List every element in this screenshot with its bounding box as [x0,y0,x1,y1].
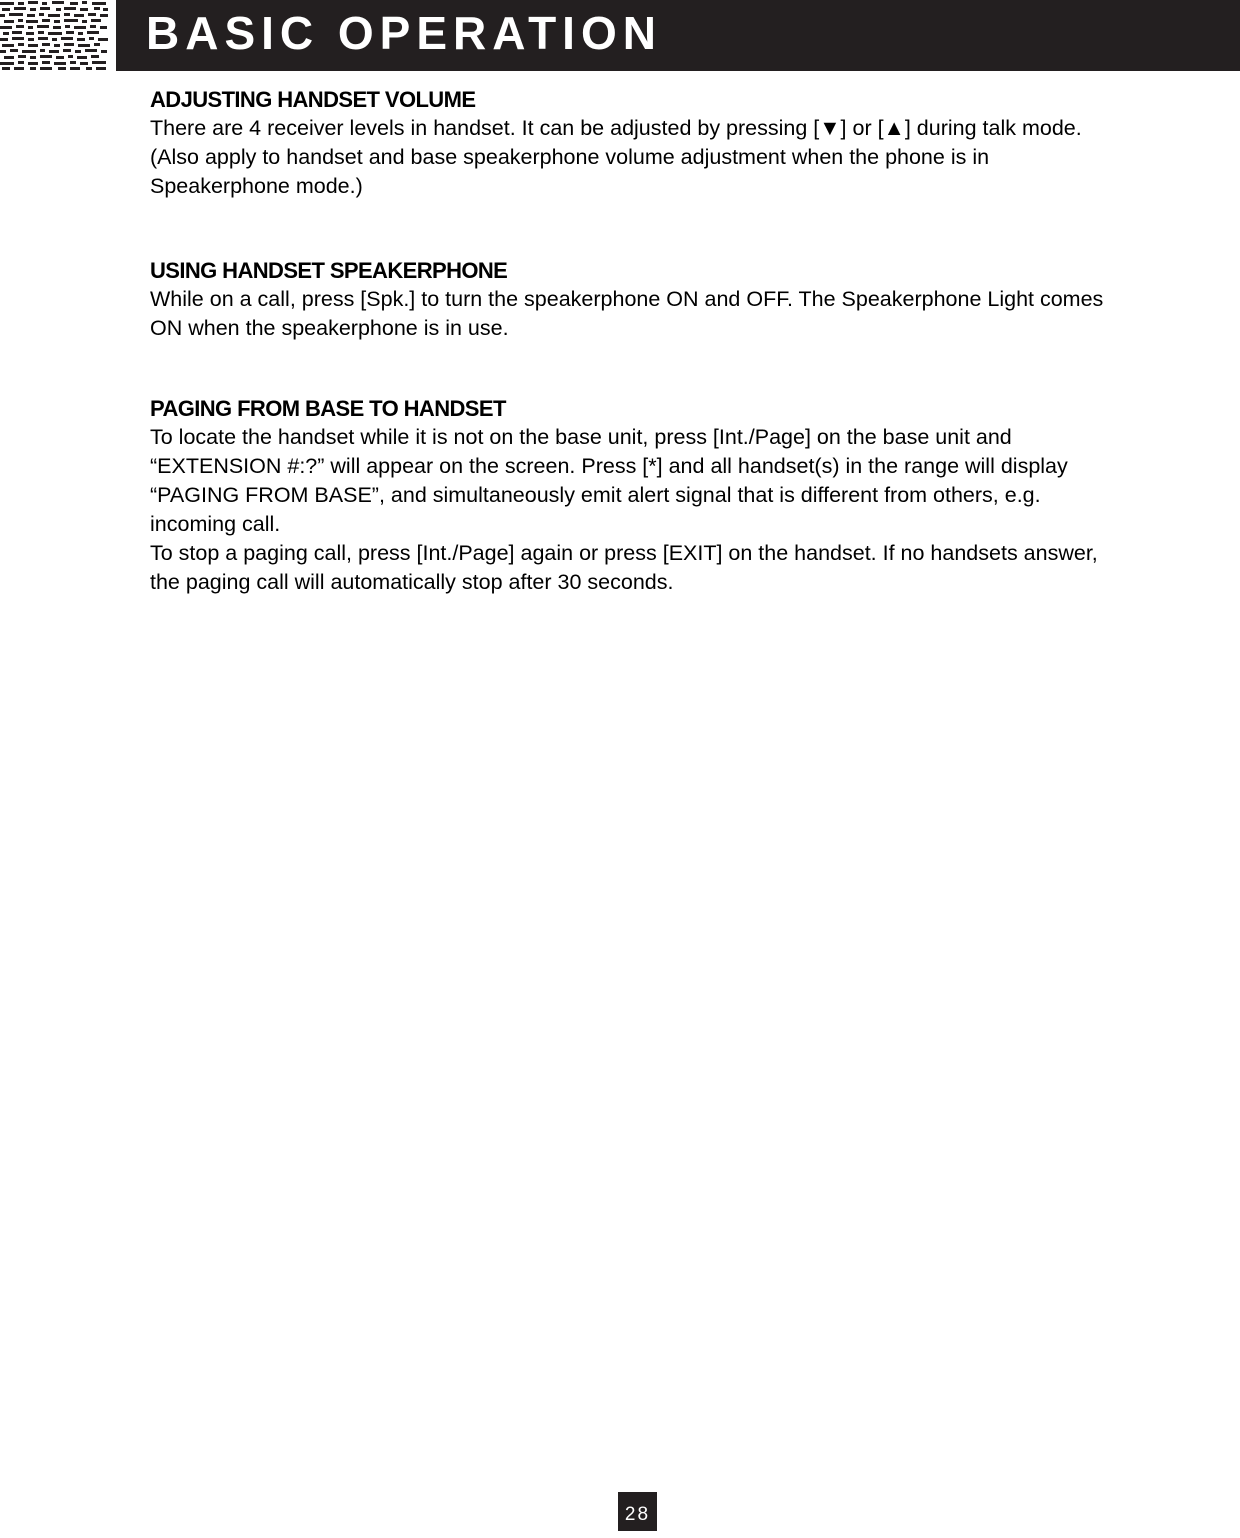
page-title: BASIC OPERATION [146,7,662,59]
section-heading: PAGING FROM BASE TO HANDSET [150,396,506,421]
section-using-handset-speakerphone [150,257,1130,343]
section-paging-from-base-to-handset [150,395,1130,597]
pixel-mosaic-logo-icon [0,0,112,72]
section-heading: USING HANDSET SPEAKERPHONE [150,258,508,283]
page-number-badge: 28 [618,1492,657,1531]
section-paragraph: To locate the handset while it is not on the base unit, press [Int./Page] on the base unit and “EXTENSION #:?” will appear on the screen. Press [*] and all handset(s) in the range will display “PAGING FROM BASE”, and simultaneously emit alert signal that is different from others, e.g. incoming call. [150,425,1068,536]
content-area [150,86,1130,597]
section-paragraph: There are 4 receiver levels in handset. It can be adjusted by pressing [▼] or [▲] during talk mode. (Also apply to handset and base speakerphone volume adjustment when the phone is in Speakerphone mode.) [150,116,1082,198]
section-adjusting-handset-volume [150,86,1130,201]
section-paragraph: To stop a paging call, press [Int./Page] again or press [EXIT] on the handset. If no handsets answer, the paging call will automatically stop after 30 seconds. [150,541,1098,594]
section-paragraph: While on a call, press [Spk.] to turn the speakerphone ON and OFF. The Speakerphone Light comes ON when the speakerphone is in use. [150,287,1104,340]
section-heading: ADJUSTING HANDSET VOLUME [150,87,476,112]
header-bar [116,0,1240,71]
